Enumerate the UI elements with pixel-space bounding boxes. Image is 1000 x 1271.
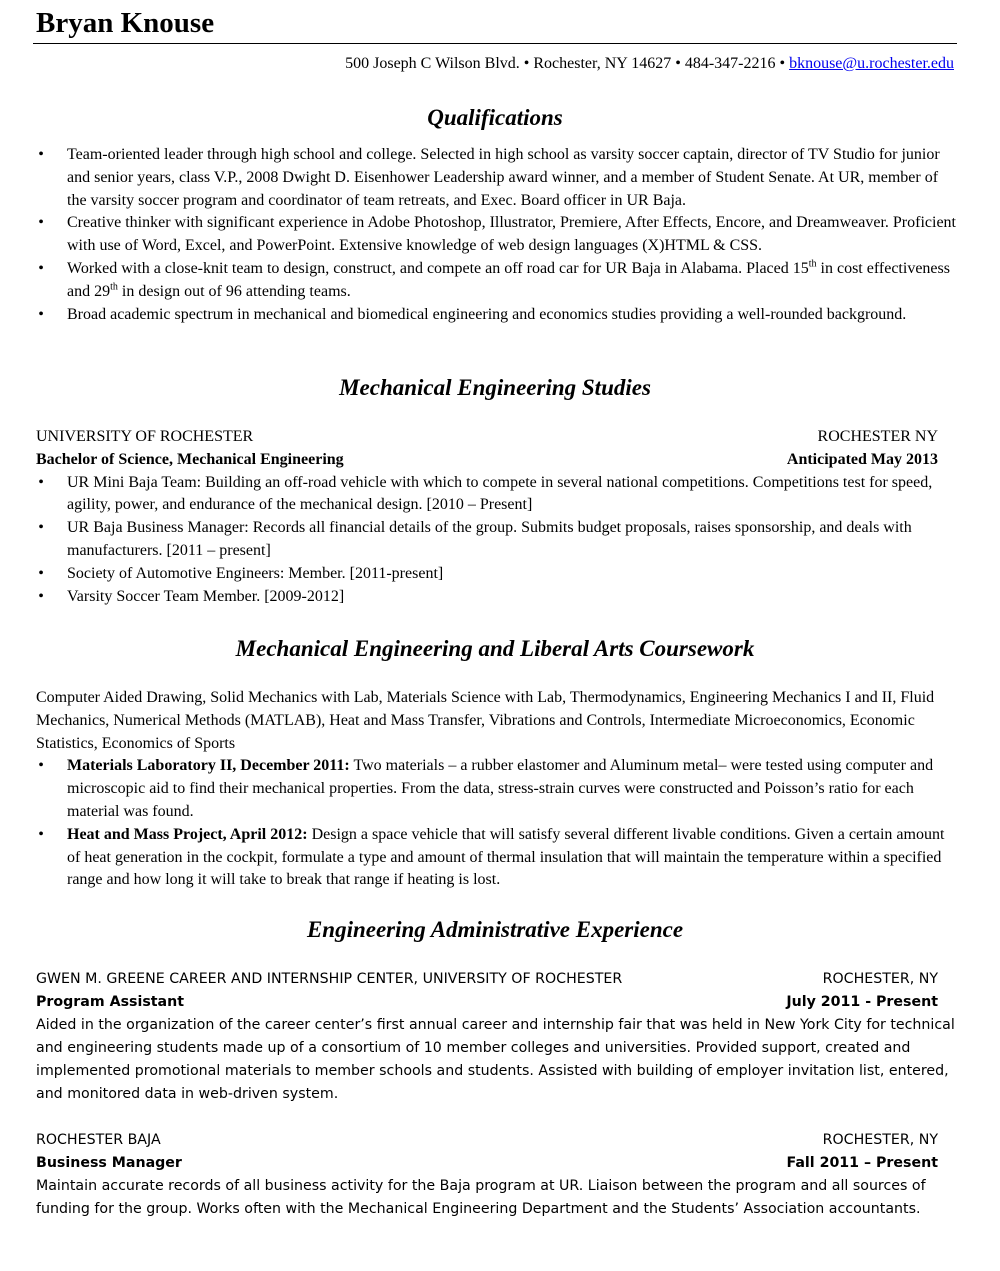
list-item-text: Varsity Soccer Team Member. [2009-2012]	[67, 587, 345, 605]
contact-address: 500 Joseph C Wilson Blvd. • Rochester, NY 14627 • 484-347-2216 •	[345, 55, 790, 72]
studies-block	[36, 426, 956, 608]
list-item	[36, 472, 956, 518]
bullet-icon: •	[38, 473, 44, 491]
list-item	[36, 824, 956, 892]
list-item	[36, 755, 956, 823]
bullet-icon: •	[38, 564, 44, 582]
qualifications-list	[36, 144, 956, 326]
project-title: Heat and Mass Project, April 2012:	[67, 825, 308, 843]
qualifications-list-wrap	[36, 144, 956, 326]
job-dates: Fall 2011 – Present	[786, 1155, 938, 1171]
list-item-text: Society of Automotive Engineers: Member. [2011-present]	[67, 564, 444, 582]
studies-heading: Mechanical Engineering Studies	[339, 375, 651, 400]
coursework-block	[36, 687, 956, 892]
degree-date: Anticipated May 2013	[786, 450, 938, 468]
ordinal-suffix: th	[808, 258, 817, 270]
bullet-icon: •	[38, 305, 44, 323]
list-item	[36, 144, 956, 212]
list-item-text: Worked with a close-knit team to design, construct, and compete an off road car for UR Baja in Alabama. Placed 15	[67, 259, 809, 277]
header-divider	[33, 43, 957, 44]
studies-list	[36, 472, 956, 609]
job-block-2	[36, 1129, 956, 1221]
school-name: UNIVERSITY OF ROCHESTER	[36, 428, 254, 445]
email-link[interactable]: bknouse@u.rochester.edu	[789, 55, 954, 72]
list-item-text: Creative thinker with significant experience in Adobe Photoshop, Illustrator, Premiere, After Effects, Encore, and Dreamweaver. Proficient with use of Word, Excel, and PowerPoint. Extensive knowledge of web design languages (X)HTML & CSS.	[67, 214, 956, 255]
job-dates: July 2011 - Present	[786, 994, 938, 1010]
list-item	[36, 212, 956, 258]
bullet-icon: •	[38, 146, 44, 163]
list-item-text: in design out of 96 attending teams.	[117, 282, 351, 300]
bullet-icon: •	[38, 757, 44, 775]
school-location: ROCHESTER NY	[817, 428, 938, 445]
project-description: Two materials – a rubber elastomer and Aluminum metal– were tested using computer and microscopic aid to find their mechanical properties. From the data, stress-strain curves were constructed and Poisson’s ratio for each material was found.	[67, 757, 934, 820]
list-item-text: Team-oriented leader through high school and college. Selected in high school as varsity soccer captain, director of TV Studio for junior and senior years, class V.P., 2008 Dwight D. Eisenhower Leadership award winner, and a member of Student Senate. At UR, member of the varsity soccer program and coordinator of team retreats, and Exec. Board officer in UR Baja.	[67, 146, 940, 209]
list-item	[36, 258, 956, 304]
list-item-text: Broad academic spectrum in mechanical and biomedical engineering and economics studies providing a well-rounded background.	[67, 305, 907, 323]
job-role: Business Manager	[36, 1155, 182, 1171]
job-location: ROCHESTER, NY	[822, 971, 938, 987]
experience-heading: Engineering Administrative Experience	[306, 917, 684, 942]
ordinal-suffix: th	[110, 281, 118, 293]
bullet-icon: •	[38, 214, 44, 232]
job-org-row	[36, 968, 938, 991]
bullet-icon: •	[38, 259, 44, 277]
coursework-heading: Mechanical Engineering and Liberal Arts Coursework	[235, 636, 755, 661]
job-org: ROCHESTER BAJA	[36, 1132, 161, 1148]
job-role-row	[36, 991, 938, 1014]
list-item-text: UR Baja Business Manager: Records all financial details of the group. Submits budget proposals, raises sponsorship, and deals with manufacturers. [2011 – present]	[67, 519, 912, 559]
job-role-row	[36, 1152, 938, 1175]
job-role: Program Assistant	[36, 994, 185, 1010]
degree-name: Bachelor of Science, Mechanical Engineering	[36, 450, 344, 468]
job-org-row	[36, 1129, 938, 1152]
course-list: Computer Aided Drawing, Solid Mechanics with Lab, Materials Science with Lab, Thermodynamics, Engineering Mechanics I and II, Fluid Mechanics, Numerical Methods (MATLAB), Heat and Mass Transfer, Vibrations and Controls, Intermediate Microeconomics, Economic Statistics, Economics of Sports	[36, 689, 935, 752]
school-row	[36, 426, 938, 449]
bullet-icon: •	[38, 587, 44, 605]
bullet-icon: •	[38, 825, 44, 843]
qualifications-heading: Qualifications	[427, 105, 563, 130]
list-item-text: UR Mini Baja Team: Building an off-road vehicle with which to compete in several national competitions. Competitions test for speed, agility, power, and endurance of the mechanical design. [2010 – Present]	[67, 473, 933, 514]
job-description: Maintain accurate records of all business activity for the Baja program at UR. Liaison between the program and all sources of funding for the group. Works often with the Mechanical Engineering Department and the Students’ Association accountants.	[36, 1178, 926, 1217]
contact-line	[345, 53, 954, 75]
bullet-icon: •	[38, 519, 44, 537]
list-item-text: in cost effectiveness and 29	[67, 259, 950, 300]
job-org: GWEN M. GREENE CAREER AND INTERNSHIP CENTER, UNIVERSITY OF ROCHESTER	[36, 971, 623, 987]
list-item	[36, 563, 956, 586]
project-description: Design a space vehicle that will satisfy several different livable conditions. Given a certain amount of heat generation in the cockpit, formulate a type and amount of thermal insulation that will maintain the temperature within a specified range and how long it will take to break that range if heating is lost.	[67, 825, 945, 889]
list-item	[36, 304, 956, 327]
job-location: ROCHESTER, NY	[822, 1132, 938, 1148]
list-item	[36, 517, 956, 563]
job-block-1	[36, 968, 956, 1106]
degree-row	[36, 449, 938, 472]
project-title: Materials Laboratory II, December 2011:	[67, 757, 350, 775]
coursework-projects-list	[36, 755, 956, 892]
job-description: Aided in the organization of the career center’s first annual career and internship fair that was held in New York City for technical and engineering students made up of a consortium of 10 member colleges and universities. Provided support, created and implemented promotional materials to member schools and students. Assisted with building of employer invitation list, entered, and monitored data in web-driven system.	[36, 1017, 955, 1102]
candidate-name: Bryan Knouse	[36, 7, 215, 39]
list-item	[36, 586, 956, 609]
